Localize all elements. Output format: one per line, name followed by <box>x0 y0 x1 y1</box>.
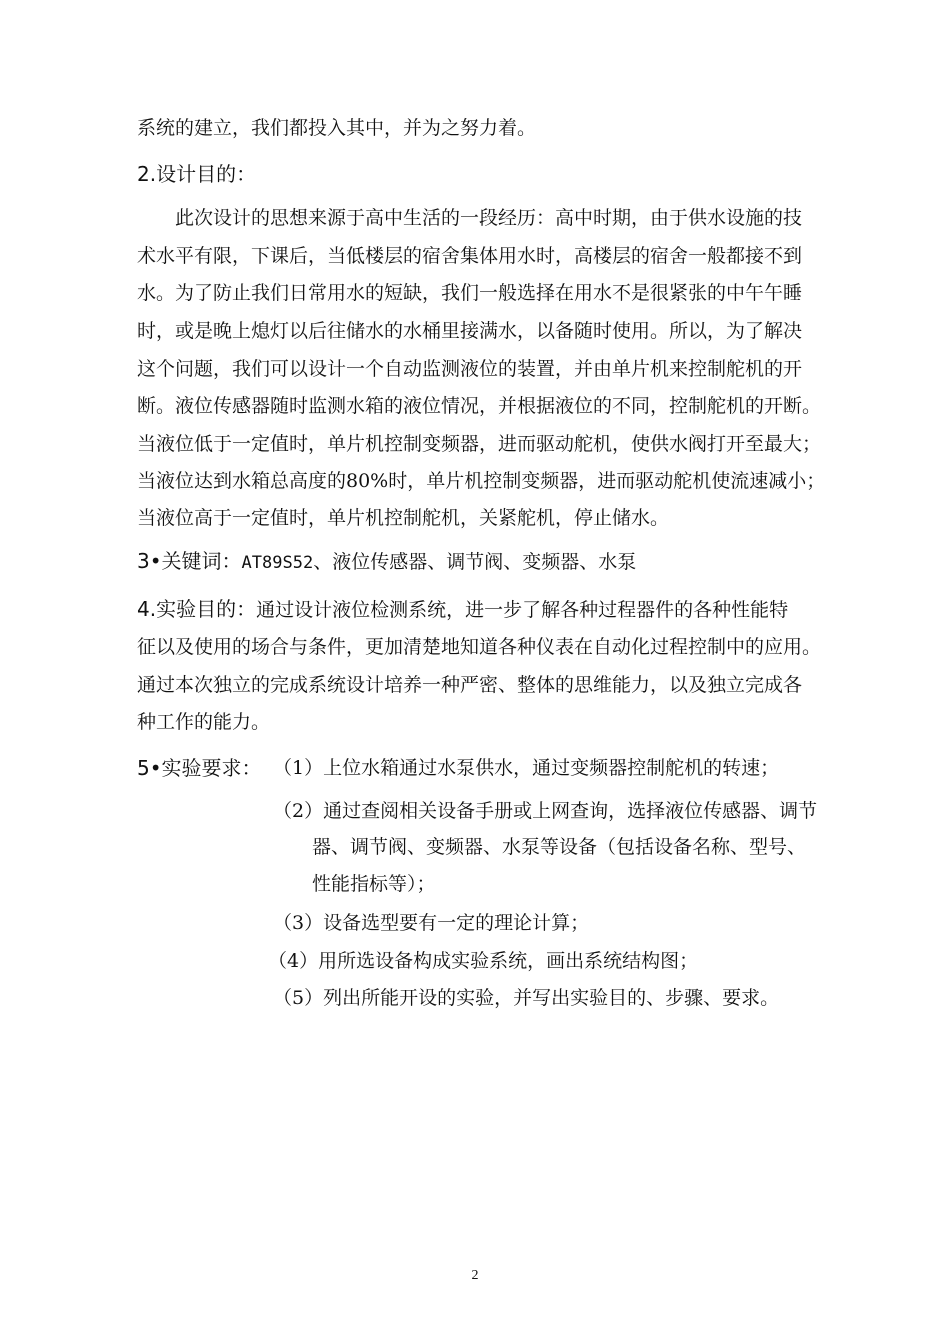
section-2-line-8: 当液位达到水箱总高度的80%时，单片机控制变频器，进而驱动舵机使流速减小； <box>137 470 826 492</box>
requirement-item-5: （5）列出所能开设的实验，并写出实验目的、步骤、要求。 <box>273 987 780 1009</box>
keyword-list: 、液位传感器、调节阀、变频器、水泵 <box>313 551 637 573</box>
requirement-item-2-cont-2: 性能指标等）； <box>312 873 436 895</box>
keyword-mcu: AT89S52 <box>241 553 314 573</box>
section-2-line-1: 此次设计的思想来源于高中生活的一段经历：高中时期，由于供水设施的技 <box>175 207 803 229</box>
section-2-line-3: 水。为了防止我们日常用水的短缺，我们一般选择在用水不是很紧张的中午午睡 <box>137 282 803 304</box>
page-number: 2 <box>471 1268 479 1283</box>
section-4-heading: 4.实验目的： <box>137 597 257 621</box>
section-2-line-4: 时，或是晚上熄灯以后往储水的水桶里接满水，以备随时使用。所以，为了解决 <box>137 320 803 342</box>
requirement-item-2: （2）通过查阅相关设备手册或上网查询，选择液位传感器、调节 <box>273 800 818 822</box>
section-4-line-2: 征以及使用的场合与条件，更加清楚地知道各种仪表在自动化过程控制中的应用。 <box>137 636 822 658</box>
section-4-line-3: 通过本次独立的完成系统设计培养一种严密、整体的思维能力，以及独立完成各 <box>137 674 803 696</box>
section-4-line-1: 通过设计液位检测系统，进一步了解各种过程器件的各种性能特 <box>256 599 789 621</box>
section-2-line-6: 断。液位传感器随时监测水箱的液位情况，并根据液位的不同，控制舵机的开断。 <box>137 395 822 417</box>
section-5-heading: 5•实验要求： <box>137 756 262 780</box>
requirement-item-2-cont-1: 器、调节阀、变频器、水泵等设备（包括设备名称、型号、 <box>312 836 807 858</box>
section-4-first-line <box>137 596 788 623</box>
section-4-line-4: 种工作的能力。 <box>137 711 271 733</box>
requirement-item-4: （4）用所选设备构成实验系统，画出系统结构图； <box>268 950 699 972</box>
requirement-item-3: （3）设备选型要有一定的理论计算； <box>273 912 590 934</box>
section-2-line-2: 术水平有限，下课后，当低楼层的宿舍集体用水时，高楼层的宿舍一般都接不到 <box>137 245 803 267</box>
intro-tail-line: 系统的建立，我们都投入其中，并为之努力着。 <box>137 117 537 139</box>
section-2-heading: 2.设计目的： <box>137 162 257 186</box>
requirement-item-1: （1）上位水箱通过水泵供水，通过变频器控制舵机的转速； <box>273 757 780 779</box>
section-2-line-7: 当液位低于一定值时，单片机控制变频器，进而驱动舵机，使供水阀打开至最大； <box>137 433 822 455</box>
section-2-line-5: 这个问题，我们可以设计一个自动监测液位的装置，并由单片机来控制舵机的开 <box>137 358 803 380</box>
section-2-line-9: 当液位高于一定值时，单片机控制舵机，关紧舵机，停止储水。 <box>137 507 670 529</box>
section-3-heading: 3•关键词： <box>137 549 242 573</box>
section-3-keywords <box>137 548 636 576</box>
